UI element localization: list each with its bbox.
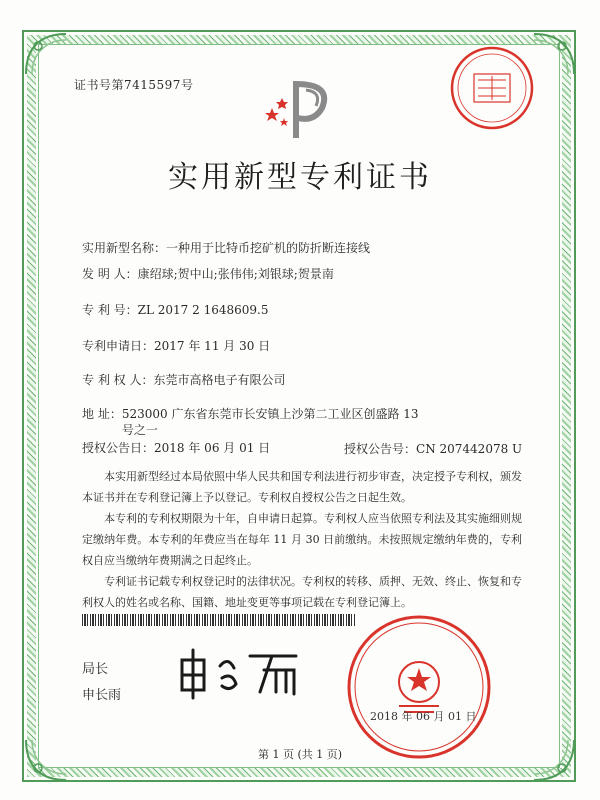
body-paragraph: 本专利的专利权期限为十年，自申请日起算。专利权人应当依照专利法及其实施细则规定缴纳年费。本专利的年费应当在每年 11 月 30 日前缴纳。未按照规定缴纳年费的，专利权自应当缴纳年费期满之日起终止。: [82, 512, 522, 567]
director-signature: [176, 646, 306, 700]
patent-number-label: 专 利 号：: [82, 303, 138, 317]
certificate-body: [82, 466, 522, 613]
patentee-value: 东莞市高格电子有限公司: [153, 373, 286, 387]
grant-number-field: [344, 440, 522, 457]
body-paragraph: 本实用新型经过本局依照中华人民共和国专利法进行初步审查，决定授予专利权，颁发本证书并在专利登记簿上予以登记。专利权自授权公告之日起生效。: [82, 470, 522, 504]
director-name: 申长雨: [82, 688, 122, 703]
utility-model-name-value: 一种用于比特币挖矿机的防折断连接线: [166, 241, 371, 255]
grant-date-value: 2018 年 06 月 01 日: [154, 441, 271, 455]
corner-ornament-icon: [532, 32, 576, 76]
address-value: 523000 广东省东莞市长安镇上沙第二工业区创盛路 13 号之一: [121, 407, 419, 437]
patentee-label: 专 利 权 人：: [82, 373, 154, 387]
review-seal-icon: [448, 44, 536, 132]
office-seal-icon: [344, 612, 494, 762]
corner-ornament-icon: [24, 32, 68, 76]
filing-date-label: 专利申请日：: [82, 339, 155, 353]
inventor-field: [82, 266, 334, 282]
grant-date-label: 授权公告日：: [82, 441, 155, 455]
address-label: 地 址：: [82, 407, 122, 421]
certificate-number: 证书号第7415597号: [74, 78, 194, 92]
filing-date-field: [82, 338, 270, 354]
certificate-title: 实用新型专利证书: [168, 160, 432, 195]
body-paragraph: 专利证书记载专利权登记时的法律状况。专利权的转移、质押、无效、终止、恢复和专利权人的姓名或名称、国籍、地址变更等事项记载在专利登记簿上。: [82, 575, 522, 609]
seal-date: 2018 年 06 月 01 日: [370, 710, 477, 723]
page-footer: 第 1 页 (共 1 页): [257, 748, 343, 761]
patent-office-logo-icon: [262, 78, 336, 144]
inventor-value: 康绍球;贺中山;张伟伟;刘银球;贺景南: [137, 267, 334, 281]
grant-number-value: CN 207442078 U: [416, 442, 523, 456]
director-title: 局长: [82, 662, 109, 677]
utility-model-name-label: 实用新型名称：: [82, 241, 167, 255]
grant-number-label: 授权公告号：: [344, 442, 417, 456]
inventor-label: 发 明 人：: [82, 267, 138, 281]
patent-number-field: [82, 302, 268, 318]
filing-date-value: 2017 年 11 月 30 日: [154, 339, 271, 353]
patentee-field: [82, 372, 285, 388]
address-field: [82, 406, 432, 438]
grant-date-field: [82, 440, 270, 456]
utility-model-name-field: [82, 240, 370, 256]
barcode: [82, 614, 356, 626]
patent-number-value: ZL 2017 2 1648609.5: [137, 303, 269, 317]
